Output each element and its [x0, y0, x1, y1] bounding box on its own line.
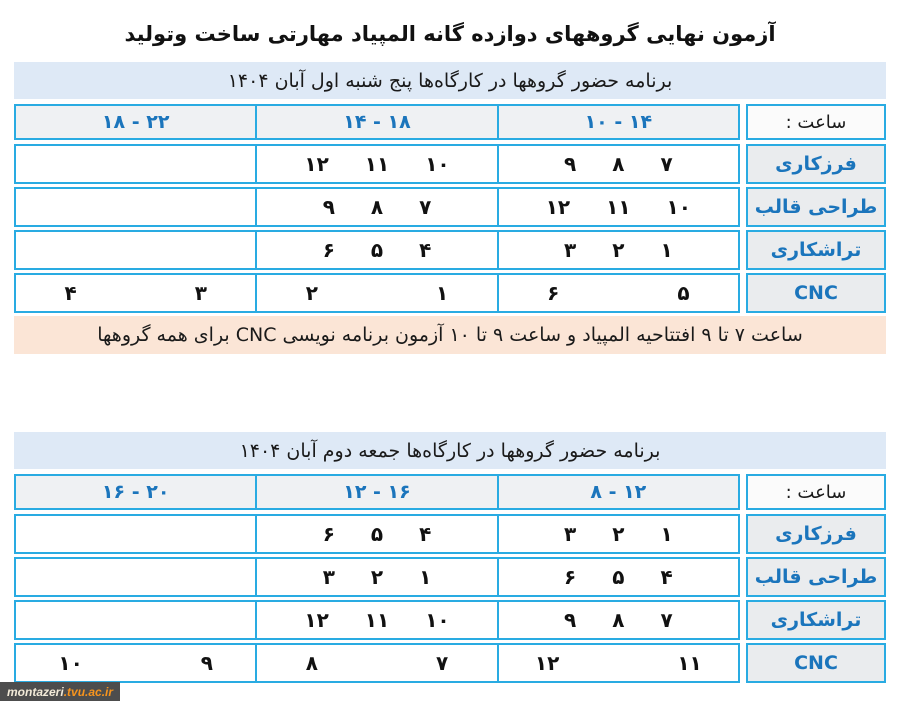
group-numbers-cell [499, 559, 738, 595]
workshop-label: CNC [746, 643, 886, 683]
group-numbers-cell [257, 275, 498, 311]
time-slot-header: ۱۴ - ۱۸ [257, 106, 498, 138]
time-slot-header: ۱۸ - ۲۲ [16, 106, 257, 138]
group-numbers-cell [257, 645, 498, 681]
row-cells [14, 144, 740, 184]
workshop-label: تراشکاری [746, 600, 886, 640]
page-title: آزمون نهایی گروههای دوازده گانه المپیاد مهارتی ساخت وتولید [124, 22, 776, 46]
table-row [14, 643, 886, 683]
table-row [14, 600, 886, 640]
workshop-label: طراحی قالب [746, 557, 886, 597]
group-number: ۶ [322, 238, 335, 262]
group-number: ۸ [305, 651, 319, 675]
group-numbers-cell [16, 559, 257, 595]
schedule-table-day-1 [14, 62, 886, 354]
workshop-label: فرزکاری [746, 144, 886, 184]
workshop-label: طراحی قالب [746, 187, 886, 227]
group-number: ۳ [322, 565, 335, 589]
group-numbers-cell [16, 275, 257, 311]
group-numbers-cell [16, 189, 257, 225]
group-number: ۴ [660, 565, 673, 589]
table-row [14, 514, 886, 554]
group-numbers-cell [499, 516, 738, 552]
group-number: ۳ [564, 238, 577, 262]
table-body [14, 514, 886, 683]
group-number: ۷ [436, 651, 449, 675]
group-numbers-cell [16, 602, 257, 638]
group-numbers-cell [499, 645, 738, 681]
time-slot-header: ۱۶ - ۲۰ [16, 476, 257, 508]
table-banner: برنامه حضور گروهها در کارگاه‌ها جمعه دوم آبان ۱۴۰۴ [14, 432, 886, 469]
group-number: ۶ [564, 565, 577, 589]
group-number: ۱۲ [545, 195, 571, 219]
group-number: ۱ [419, 565, 432, 589]
group-number: ۳ [194, 281, 207, 305]
group-number: ۶ [547, 281, 560, 305]
group-number: ۵ [370, 238, 384, 262]
group-number: ۱ [660, 522, 673, 546]
workshop-label: CNC [746, 273, 886, 313]
group-numbers-cell [16, 146, 257, 182]
schedule-table-day-2 [14, 432, 886, 683]
group-number: ۱۲ [304, 152, 329, 176]
group-number: ۹ [564, 152, 577, 176]
group-number: ۵ [370, 522, 384, 546]
group-number: ۱۰ [425, 608, 450, 632]
row-cells [14, 557, 740, 597]
group-number: ۳ [564, 522, 577, 546]
group-number: ۱۱ [364, 608, 390, 632]
hour-label-cell: ساعت : [746, 474, 886, 510]
group-number: ۱ [436, 281, 449, 305]
row-cells [14, 600, 740, 640]
group-number: ۷ [419, 195, 432, 219]
group-number: ۱۱ [606, 195, 631, 219]
group-number: ۱۰ [58, 651, 83, 675]
time-slot-header: ۸ - ۱۲ [499, 476, 738, 508]
group-number: ۲ [612, 522, 625, 546]
watermark [0, 682, 120, 701]
group-numbers-cell [16, 232, 257, 268]
hour-label-cell: ساعت : [746, 104, 886, 140]
group-numbers-cell [16, 516, 257, 552]
group-number: ۹ [200, 651, 213, 675]
group-number: ۹ [564, 608, 577, 632]
group-number: ۲ [370, 565, 384, 589]
group-numbers-cell [499, 275, 738, 311]
group-numbers-cell [257, 602, 498, 638]
group-number: ۱۰ [666, 195, 691, 219]
group-number: ۲ [612, 238, 625, 262]
group-numbers-cell [499, 602, 738, 638]
group-number: ۱۱ [677, 651, 702, 675]
group-number: ۸ [370, 195, 384, 219]
group-number: ۱۰ [425, 152, 450, 176]
table-row [14, 187, 886, 227]
row-cells [14, 230, 740, 270]
table-row [14, 557, 886, 597]
group-number: ۴ [419, 238, 432, 262]
table-row [14, 230, 886, 270]
group-numbers-cell [257, 232, 498, 268]
time-slot-header: ۱۲ - ۱۶ [257, 476, 498, 508]
group-number: ۱۲ [304, 608, 329, 632]
group-numbers-cell [499, 146, 738, 182]
group-number: ۵ [612, 565, 625, 589]
group-number: ۴ [64, 281, 77, 305]
group-number: ۸ [612, 608, 625, 632]
row-cells [14, 187, 740, 227]
time-slot-header: ۱۰ - ۱۴ [499, 106, 738, 138]
group-numbers-cell [257, 516, 498, 552]
group-number: ۱۲ [534, 651, 560, 675]
group-number: ۴ [419, 522, 432, 546]
group-number: ۱۱ [364, 152, 390, 176]
group-numbers-cell [499, 189, 738, 225]
group-number: ۷ [660, 608, 673, 632]
row-cells [14, 643, 740, 683]
footnote: ساعت ۷ تا ۹ افتتاحیه المپیاد و ساعت ۹ تا ۱۰ آزمون برنامه نویسی CNC برای همه گروهها [14, 316, 886, 354]
time-slot-header-group [14, 474, 740, 510]
table-header-row [14, 474, 886, 510]
row-cells [14, 514, 740, 554]
group-numbers-cell [257, 146, 498, 182]
time-slot-header-group [14, 104, 740, 140]
workshop-label: فرزکاری [746, 514, 886, 554]
group-number: ۹ [322, 195, 335, 219]
group-numbers-cell [16, 645, 257, 681]
table-row [14, 144, 886, 184]
table-body [14, 144, 886, 313]
group-numbers-cell [499, 232, 738, 268]
group-number: ۲ [305, 281, 319, 305]
watermark-user: montazeri [7, 684, 64, 699]
row-cells [14, 273, 740, 313]
group-numbers-cell [257, 189, 498, 225]
group-number: ۵ [677, 281, 690, 305]
watermark-domain: .tvu.ac.ir [63, 684, 114, 699]
table-header-row [14, 104, 886, 140]
group-number: ۱ [660, 238, 673, 262]
workshop-label: تراشکاری [746, 230, 886, 270]
group-number: ۸ [612, 152, 625, 176]
group-number: ۶ [322, 522, 335, 546]
table-banner: برنامه حضور گروهها در کارگاه‌ها پنج شنبه اول آبان ۱۴۰۴ [14, 62, 886, 99]
group-number: ۷ [660, 152, 673, 176]
group-numbers-cell [257, 559, 498, 595]
table-row [14, 273, 886, 313]
